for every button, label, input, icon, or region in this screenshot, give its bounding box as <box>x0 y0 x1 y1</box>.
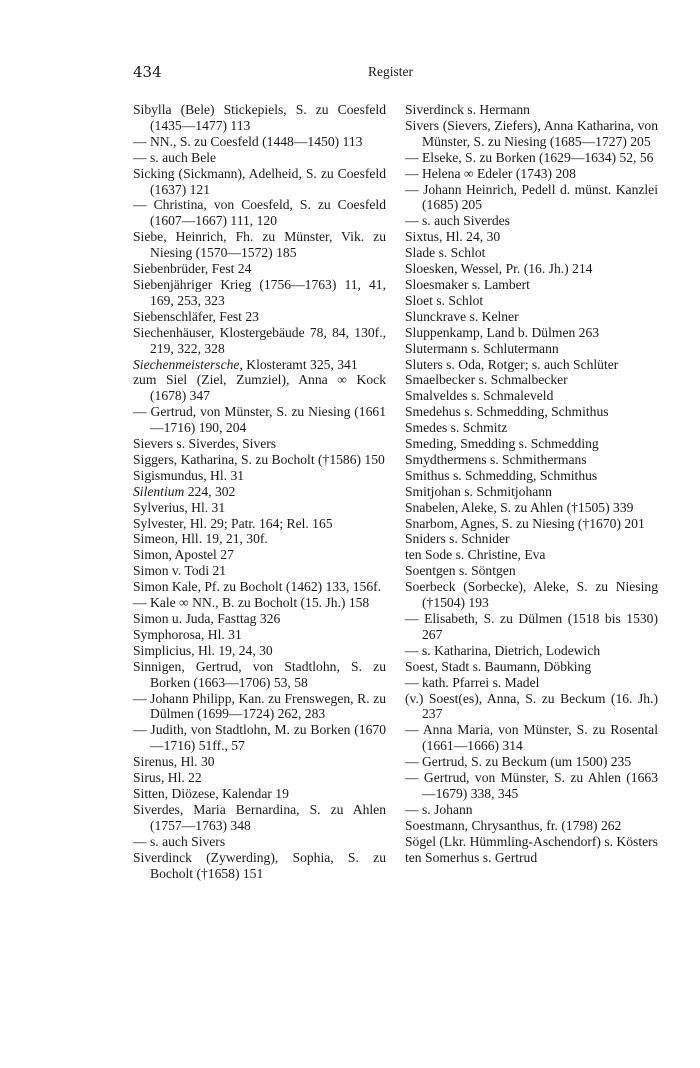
entry-text: Simplicius, Hl. 19, 24, 30 <box>133 642 273 658</box>
entry-text: — Anna Maria, von Münster, S. zu Rosental (1661—1666) 314 <box>405 722 658 754</box>
entry-text: Siverdes, Maria Bernardina, S. zu Ahlen (1757—1763) 348 <box>133 801 386 833</box>
page-number: 434 <box>133 63 162 81</box>
entry-text: (v.) Soest(es), Anna, S. zu Beckum (16. Jh.) 237 <box>405 690 658 722</box>
register-entry <box>133 261 386 277</box>
entry-text: — Gertrud, von Münster, S. zu Niesing (1661—1716) 190, 204 <box>133 404 386 436</box>
entry-text: Sigismundus, Hl. 31 <box>133 467 245 483</box>
register-entry <box>405 309 658 325</box>
entry-text: Simon Kale, Pf. zu Bocholt (1462) 133, 156f. <box>133 579 382 595</box>
register-entry <box>405 372 658 388</box>
entry-text: — Helena ∞ Edeler (1743) 208 <box>405 165 576 181</box>
entry-text: Soestmann, Chrysanthus, fr. (1798) 262 <box>405 817 622 833</box>
entry-text: Snarbom, Agnes, S. zu Niesing (†1670) 201 <box>405 515 645 531</box>
entry-text: Sirenus, Hl. 30 <box>133 754 215 770</box>
register-entry <box>405 341 658 357</box>
entry-text: Siverdinck (Zywerding), Sophia, S. zu Bocholt (†1658) 151 <box>133 849 386 881</box>
register-entry <box>405 659 658 675</box>
register-entry <box>133 452 386 468</box>
register-entry <box>405 643 658 659</box>
entry-text: — s. Johann <box>405 801 473 817</box>
register-entry <box>405 834 658 850</box>
entry-text: — Kale ∞ NN., B. zu Bocholt (15. Jh.) 158 <box>133 595 370 611</box>
entry-text: Sluters s. Oda, Rotger; s. auch Schlüter <box>405 356 619 372</box>
register-entry <box>405 229 658 245</box>
register-entry <box>133 627 386 643</box>
register-entry <box>133 547 386 563</box>
register-column-left <box>133 102 386 881</box>
register-entry <box>405 563 658 579</box>
entry-text: Siebenjähriger Krieg (1756—1763) 11, 41, 169, 253, 323 <box>133 276 386 308</box>
register-entry <box>133 722 386 754</box>
register-column-right <box>405 102 658 866</box>
register-entry <box>133 850 386 882</box>
register-entry <box>405 166 658 182</box>
entry-text: Sloesken, Wessel, Pr. (16. Jh.) 214 <box>405 261 593 277</box>
register-entry <box>405 420 658 436</box>
entry-text: Simon, Apostel 27 <box>133 547 234 563</box>
register-entry <box>405 818 658 834</box>
entry-text: Sivers (Sievers, Ziefers), Anna Katharina, von Münster, S. zu Niesing (1685—1727) 205 <box>405 117 658 149</box>
register-entry <box>405 261 658 277</box>
entry-text: Siggers, Katharina, S. zu Bocholt (†1586) 150 <box>133 451 385 467</box>
register-entry <box>405 531 658 547</box>
register-entry <box>133 834 386 850</box>
entry-text: Sibylla (Bele) Stickepiels, S. zu Coesfeld (1435—1477) 113 <box>133 102 386 133</box>
register-entry <box>405 547 658 563</box>
entry-text: Sluppenkamp, Land b. Dülmen 263 <box>405 324 600 340</box>
register-entry <box>405 102 658 118</box>
register-entry <box>405 754 658 770</box>
register-entry <box>405 277 658 293</box>
entry-text: — s. Katharina, Dietrich, Lodewich <box>405 642 601 658</box>
entry-text: Siebe, Heinrich, Fh. zu Münster, Vik. zu Niesing (1570—1572) 185 <box>133 229 386 261</box>
register-entry <box>405 388 658 404</box>
entry-text: — Johann Heinrich, Pedell d. münst. Kanzlei (1685) 205 <box>405 181 658 213</box>
entry-text: Sixtus, Hl. 24, 30 <box>405 229 501 245</box>
entry-text: Sylverius, Hl. 31 <box>133 499 226 515</box>
register-entry <box>133 150 386 166</box>
register-entry <box>133 611 386 627</box>
entry-text: Smydthermens s. Schmithermans <box>405 451 587 467</box>
register-entry <box>133 134 386 150</box>
entry-text: Siebenbrüder, Fest 24 <box>133 261 252 277</box>
register-entry <box>133 404 386 436</box>
entry-text: Smedes s. Schmitz <box>405 420 508 436</box>
register-entry <box>133 309 386 325</box>
entry-text: Siverdinck s. Hermann <box>405 102 530 117</box>
entry-text: ten Somerhus s. Gertrud <box>405 849 538 865</box>
register-entry <box>133 643 386 659</box>
entry-italic-term: Siechenmeistersche <box>133 356 240 372</box>
entry-text: — kath. Pfarrei s. Madel <box>405 674 540 690</box>
register-entry <box>405 357 658 373</box>
entry-text: Slunckrave s. Kelner <box>405 308 519 324</box>
register-entry <box>133 372 386 404</box>
entry-text: Smedehus s. Schmedding, Schmithus <box>405 404 609 420</box>
entry-text: Slutermann s. Schlutermann <box>405 340 559 356</box>
entry-text: Smithus s. Schmedding, Schmithus <box>405 467 598 483</box>
register-entry <box>133 229 386 261</box>
register-entry <box>405 452 658 468</box>
entry-text: Simeon, Hll. 19, 21, 30f. <box>133 531 268 547</box>
entry-text: Snabelen, Aleke, S. zu Ahlen (†1505) 339 <box>405 499 634 515</box>
entry-text: — NN., S. zu Coesfeld (1448—1450) 113 <box>133 133 363 149</box>
running-head: Register <box>368 64 413 79</box>
register-entry <box>133 357 386 373</box>
entry-text: Siebenschläfer, Fest 23 <box>133 308 259 324</box>
register-entry <box>133 659 386 691</box>
entry-text: Soentgen s. Söntgen <box>405 563 516 579</box>
register-entry <box>133 691 386 723</box>
entry-text: — Elseke, S. zu Borken (1629—1634) 52, 56 <box>405 149 654 165</box>
entry-text: Symphorosa, Hl. 31 <box>133 626 242 642</box>
register-entry <box>133 102 386 134</box>
register-entry <box>405 325 658 341</box>
entry-text: — s. auch Sivers <box>133 833 226 849</box>
entry-text: — s. auch Siverdes <box>405 213 510 229</box>
entry-text: Simon u. Juda, Fasttag 326 <box>133 611 281 626</box>
register-entry <box>133 595 386 611</box>
entry-text: Sylvester, Hl. 29; Patr. 164; Rel. 165 <box>133 515 333 531</box>
register-entry <box>133 500 386 516</box>
register-entry <box>405 722 658 754</box>
entry-text: ten Sode s. Christine, Eva <box>405 547 546 563</box>
register-entry <box>405 150 658 166</box>
register-entry <box>405 118 658 150</box>
entry-text: 224, 302 <box>184 483 236 499</box>
entry-text: Sögel (Lkr. Hümmling-Aschendorf) s. Kösters <box>405 833 658 849</box>
entry-text: — Johann Philipp, Kan. zu Frenswegen, R. zu Dülmen (1699—1724) 262, 283 <box>133 690 386 722</box>
entry-text: Soerbeck (Sorbecke), Aleke, S. zu Niesing (†1504) 193 <box>405 579 658 611</box>
register-entry <box>133 563 386 579</box>
entry-italic-term: Silentium <box>133 483 185 499</box>
register-entry <box>133 436 386 452</box>
register-entry <box>405 770 658 802</box>
entry-text: Sloesmaker s. Lambert <box>405 276 530 292</box>
register-entry <box>405 213 658 229</box>
register-entry <box>133 166 386 198</box>
register-entry <box>405 691 658 723</box>
entry-text: Simon v. Todi 21 <box>133 563 227 579</box>
entry-text: zum Siel (Ziel, Zumziel), Anna ∞ Kock (1678) 347 <box>133 372 386 404</box>
entry-text: Sloet s. Schlot <box>405 292 484 308</box>
register-entry <box>405 404 658 420</box>
register-entry <box>405 802 658 818</box>
register-entry <box>133 531 386 547</box>
register-entry <box>133 516 386 532</box>
register-entry <box>405 611 658 643</box>
register-entry <box>405 436 658 452</box>
entry-text: — Gertrud, S. zu Beckum (um 1500) 235 <box>405 754 632 770</box>
entry-text: Sirus, Hl. 22 <box>133 770 202 786</box>
entry-text: — Judith, von Stadtlohn, M. zu Borken (1670—1716) 51ff., 57 <box>133 722 386 754</box>
entry-text: Smalveldes s. Schmaleveld <box>405 388 554 404</box>
entry-text: — Gertrud, von Münster, S. zu Ahlen (1663—1679) 338, 345 <box>405 770 658 801</box>
register-entry <box>133 197 386 229</box>
entry-text: — Christina, von Coesfeld, S. zu Coesfeld (1607—1667) 111, 120 <box>133 197 386 229</box>
entry-text: — s. auch Bele <box>133 149 217 165</box>
entry-text: Sniders s. Schnider <box>405 531 510 547</box>
entry-text: , Klosteramt 325, 341 <box>239 356 358 372</box>
entry-text: Soest, Stadt s. Baumann, Döbking <box>405 658 592 674</box>
register-entry <box>405 516 658 532</box>
entry-text: Sievers s. Siverdes, Sivers <box>133 436 277 452</box>
entry-text: Sicking (Sickmann), Adelheid, S. zu Coesfeld (1637) 121 <box>133 165 386 197</box>
register-entry <box>133 754 386 770</box>
register-entry <box>133 802 386 834</box>
entry-text: Sinnigen, Gertrud, von Stadtlohn, S. zu Borken (1663—1706) 53, 58 <box>133 658 386 690</box>
register-entry <box>133 325 386 357</box>
register-entry <box>133 484 386 500</box>
entry-text: Slade s. Schlot <box>405 245 486 261</box>
register-entry <box>405 293 658 309</box>
entry-text: Siechenhäuser, Klostergebäude 78, 84, 130f., 219, 322, 328 <box>133 324 386 356</box>
register-entry <box>405 484 658 500</box>
entry-text: — Elisabeth, S. zu Dülmen (1518 bis 1530) 267 <box>405 611 658 642</box>
register-entry <box>133 277 386 309</box>
entry-text: Smeding, Smedding s. Schmedding <box>405 436 599 452</box>
register-entry <box>405 850 658 866</box>
register-entry <box>133 770 386 786</box>
register-entry <box>405 182 658 214</box>
register-entry <box>133 579 386 595</box>
entry-text: Smaelbecker s. Schmalbecker <box>405 372 568 388</box>
register-entry <box>405 579 658 611</box>
entry-text: Smitjohan s. Schmitjohann <box>405 483 552 499</box>
register-entry <box>405 500 658 516</box>
entry-text: Sitten, Diözese, Kalendar 19 <box>133 785 289 801</box>
register-entry <box>405 675 658 691</box>
register-entry <box>405 468 658 484</box>
register-entry <box>133 786 386 802</box>
register-entry <box>405 245 658 261</box>
register-entry <box>133 468 386 484</box>
